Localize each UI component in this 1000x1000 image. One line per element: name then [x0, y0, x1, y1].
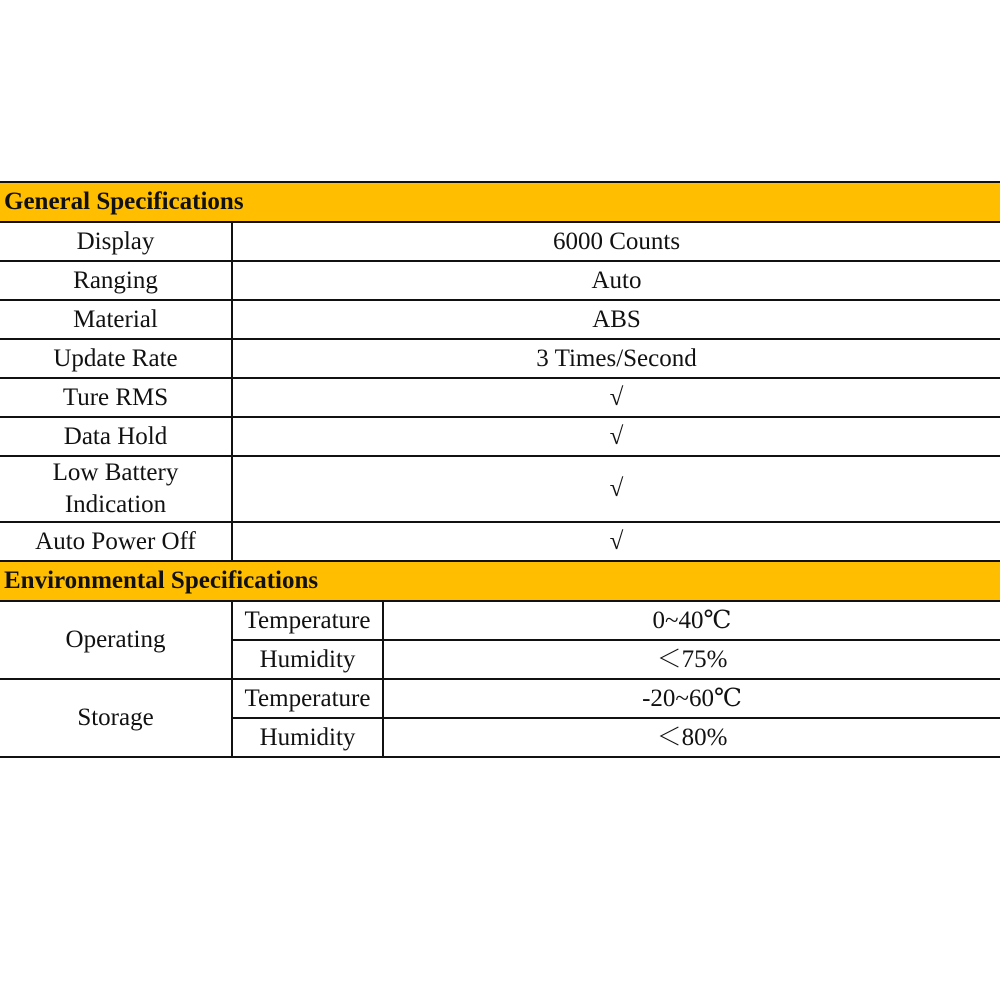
table-row — [0, 522, 1000, 561]
table-row — [0, 378, 1000, 417]
table-row — [0, 261, 1000, 300]
spec-label: Ranging — [0, 261, 232, 300]
spec-label: Display — [0, 222, 232, 261]
env-group-label: Operating — [0, 601, 232, 679]
checkmark-icon: √ — [232, 378, 1000, 417]
spec-label: Data Hold — [0, 417, 232, 456]
spec-value: Auto — [232, 261, 1000, 300]
section-header-general — [0, 182, 1000, 222]
checkmark-icon: √ — [232, 456, 1000, 522]
env-group-label: Storage — [0, 679, 232, 757]
spec-label: Ture RMS — [0, 378, 232, 417]
section-title: Environmental Specifications — [0, 561, 1000, 601]
spec-value: 3 Times/Second — [232, 339, 1000, 378]
env-value: ＜80% — [383, 718, 1000, 757]
table-row — [0, 300, 1000, 339]
env-param: Temperature — [232, 679, 383, 718]
env-param: Temperature — [232, 601, 383, 640]
table-row — [0, 679, 1000, 718]
spec-label: Auto Power Off — [0, 522, 232, 561]
spec-label: Update Rate — [0, 339, 232, 378]
table-row — [0, 417, 1000, 456]
env-value: 0~40℃ — [383, 601, 1000, 640]
table-row — [0, 222, 1000, 261]
spec-value: 6000 Counts — [232, 222, 1000, 261]
env-value: -20~60℃ — [383, 679, 1000, 718]
spec-value: ABS — [232, 300, 1000, 339]
table-row — [0, 456, 1000, 522]
spec-label: Low Battery Indication — [0, 456, 232, 522]
spec-label: Material — [0, 300, 232, 339]
env-param: Humidity — [232, 640, 383, 679]
checkmark-icon: √ — [232, 417, 1000, 456]
section-header-environmental — [0, 561, 1000, 601]
table-row — [0, 339, 1000, 378]
section-title: General Specifications — [0, 182, 1000, 222]
env-value: ＜75% — [383, 640, 1000, 679]
specifications-table — [0, 181, 1000, 758]
checkmark-icon: √ — [232, 522, 1000, 561]
table-row — [0, 601, 1000, 640]
env-param: Humidity — [232, 718, 383, 757]
